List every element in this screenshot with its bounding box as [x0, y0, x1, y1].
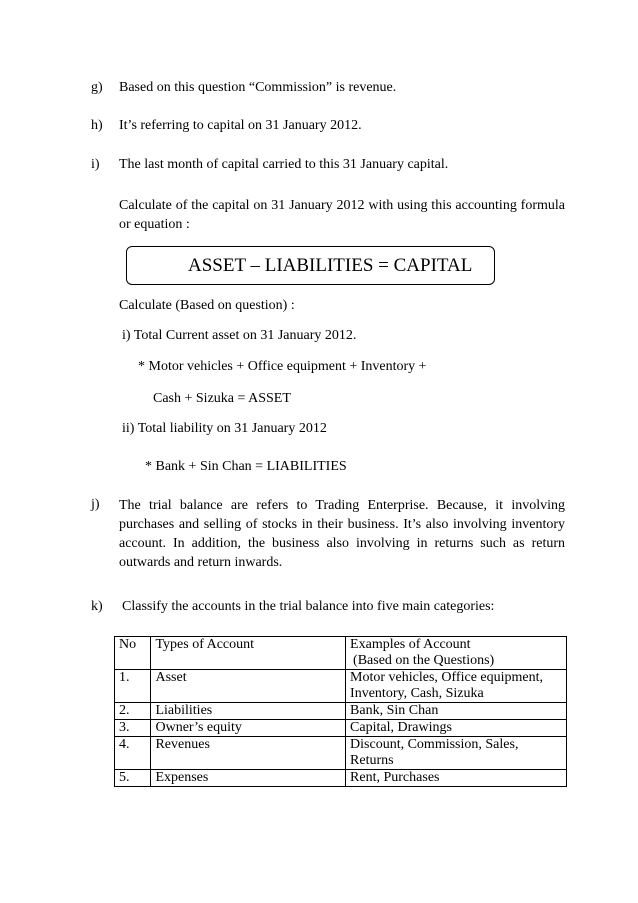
item-text-g: Based on this question “Commission” is revenue. — [119, 80, 397, 95]
row-no: 4. — [115, 737, 151, 770]
row-type: Liabilities — [151, 703, 346, 720]
header-type: Types of Account — [151, 637, 346, 670]
table-header-row — [115, 637, 567, 670]
row-examples — [346, 737, 567, 770]
accounting-equation: ASSET – LIABILITIES = CAPITAL — [188, 255, 473, 276]
liability-formula-line: * Bank + Sin Chan = LIABILITIES — [145, 459, 347, 474]
row-no: 3. — [115, 720, 151, 737]
row-examples: Bank, Sin Chan — [346, 703, 567, 720]
row-type: Owner’s equity — [151, 720, 346, 737]
item-text-j: The trial balance are refers to Trading Enterprise. Because, it involving purchases and selling of stocks in their business. It’s also involving inventory account. In addition, the business also involving in returns such as return outwards and return inwards. — [119, 498, 565, 570]
table-row — [115, 720, 567, 737]
asset-formula-line-1: * Motor vehicles + Office equipment + Inventory + — [138, 359, 427, 374]
header-examples-line-1: Examples of Account — [350, 637, 471, 652]
sub-item-total-asset: i) Total Current asset on 31 January 2012. — [122, 328, 357, 343]
row-no: 5. — [115, 770, 151, 787]
table-row — [115, 770, 567, 787]
header-no: No — [115, 637, 151, 670]
table-row — [115, 670, 567, 703]
item-label-g: g) — [91, 80, 103, 95]
row-examples-line-1: Motor vehicles, Office equipment, — [350, 670, 544, 685]
item-label-k: k) — [91, 599, 103, 614]
item-label-h: h) — [91, 118, 103, 133]
calc-heading: Calculate (Based on question) : — [119, 298, 295, 313]
row-type: Expenses — [151, 770, 346, 787]
row-examples-line-2: Returns — [350, 753, 394, 768]
table-row — [115, 703, 567, 720]
header-examples — [346, 637, 567, 670]
item-label-j: j) — [91, 497, 100, 512]
row-type: Asset — [151, 670, 346, 703]
asset-formula-line-2: Cash + Sizuka = ASSET — [153, 391, 291, 406]
row-examples-line-2: Inventory, Cash, Sizuka — [350, 686, 484, 701]
row-examples — [346, 670, 567, 703]
row-examples-line-1: Discount, Commission, Sales, — [350, 737, 519, 752]
item-text-i: The last month of capital carried to this 31 January capital. — [119, 157, 449, 172]
row-no: 2. — [115, 703, 151, 720]
row-type: Revenues — [151, 737, 346, 770]
header-examples-line-2: (Based on the Questions) — [353, 653, 495, 668]
row-examples: Rent, Purchases — [346, 770, 567, 787]
table-row — [115, 737, 567, 770]
accounts-table — [114, 636, 567, 787]
item-label-i: i) — [91, 157, 100, 172]
row-no: 1. — [115, 670, 151, 703]
row-examples: Capital, Drawings — [346, 720, 567, 737]
sub-item-total-liability: ii) Total liability on 31 January 2012 — [122, 421, 327, 436]
item-text-h: It’s referring to capital on 31 January 2012. — [119, 118, 362, 133]
item-text-k: Classify the accounts in the trial balance into five main categories: — [122, 599, 495, 614]
capital-instruction: Calculate of the capital on 31 January 2012 with using this accounting formula or equation : — [119, 198, 565, 232]
